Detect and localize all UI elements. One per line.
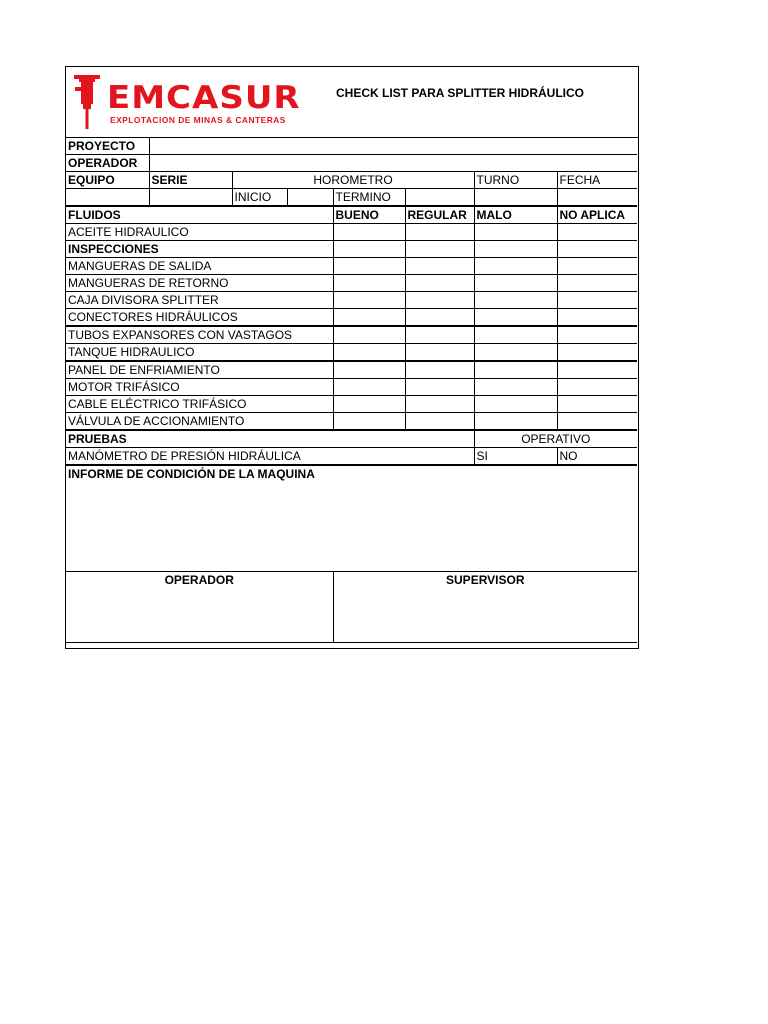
row-equipo-header xyxy=(66,172,637,189)
label-horometro: HOROMETRO xyxy=(232,172,474,189)
item-label: CONECTORES HIDRÁULICOS xyxy=(66,309,333,327)
checklist-row xyxy=(66,344,637,362)
check-malo[interactable] xyxy=(474,361,557,379)
label-fluidos: FLUIDOS xyxy=(66,206,333,224)
checklist-row xyxy=(66,396,637,413)
field-serie[interactable] xyxy=(149,189,232,207)
item-label: PANEL DE ENFRIAMIENTO xyxy=(66,361,333,379)
check-no-aplica[interactable] xyxy=(557,309,637,327)
check-bueno[interactable] xyxy=(333,292,405,309)
check-no-aplica[interactable] xyxy=(557,258,637,275)
check-bueno[interactable] xyxy=(333,275,405,292)
check-malo[interactable] xyxy=(474,413,557,431)
check-bueno[interactable] xyxy=(333,361,405,379)
check-malo[interactable] xyxy=(474,275,557,292)
label-pruebas: PRUEBAS xyxy=(66,430,474,448)
item-label: TANQUE HIDRAULICO xyxy=(66,344,333,362)
operator-signature-box[interactable]: OPERADOR xyxy=(66,571,333,642)
company-tagline: EXPLOTACION DE MINAS & CANTERAS xyxy=(110,115,286,125)
check-malo[interactable] xyxy=(474,379,557,396)
check-regular[interactable] xyxy=(405,258,474,275)
row-informe xyxy=(66,465,637,571)
company-name: EMCASUR xyxy=(107,79,301,117)
checklist-row xyxy=(66,258,637,275)
check-bueno[interactable] xyxy=(333,396,405,413)
check-regular[interactable] xyxy=(405,309,474,327)
field-inicio[interactable] xyxy=(287,189,333,207)
check-regular[interactable] xyxy=(405,326,474,344)
label-malo: MALO xyxy=(474,206,557,224)
check-no-aplica[interactable] xyxy=(557,275,637,292)
row-proyecto xyxy=(66,138,637,155)
field-turno[interactable] xyxy=(474,189,557,207)
check-bueno[interactable] xyxy=(333,379,405,396)
item-label: MANGUERAS DE SALIDA xyxy=(66,258,333,275)
check-regular[interactable] xyxy=(405,396,474,413)
check-no[interactable]: NO xyxy=(557,448,637,466)
check-no-aplica[interactable] xyxy=(557,379,637,396)
label-equipo: EQUIPO xyxy=(66,172,149,189)
form-header xyxy=(66,67,638,138)
row-operador xyxy=(66,155,637,172)
checklist-row xyxy=(66,309,637,327)
check-no-aplica[interactable] xyxy=(557,241,637,258)
row-fluidos-header xyxy=(66,206,637,224)
item-label: TUBOS EXPANSORES CON VASTAGOS xyxy=(66,326,333,344)
document-title: CHECK LIST PARA SPLITTER HIDRÁULICO xyxy=(336,86,584,100)
checklist-table xyxy=(66,138,637,643)
label-regular: REGULAR xyxy=(405,206,474,224)
checklist-row xyxy=(66,413,637,431)
checklist-row xyxy=(66,224,637,241)
row-pruebas-header xyxy=(66,430,637,448)
check-malo[interactable] xyxy=(474,326,557,344)
label-proyecto: PROYECTO xyxy=(66,138,149,155)
item-label: ACEITE HIDRAULICO xyxy=(66,224,333,241)
check-regular[interactable] xyxy=(405,292,474,309)
label-termino: TERMINO xyxy=(333,189,405,207)
item-label: INSPECCIONES xyxy=(66,241,333,258)
check-regular[interactable] xyxy=(405,344,474,362)
checklist-row xyxy=(66,361,637,379)
company-logo xyxy=(70,73,320,133)
check-regular[interactable] xyxy=(405,241,474,258)
check-no-aplica[interactable] xyxy=(557,224,637,241)
field-proyecto[interactable] xyxy=(149,138,637,155)
informe-field[interactable]: INFORME DE CONDICIÓN DE LA MAQUINA xyxy=(66,465,637,571)
item-label: MOTOR TRIFÁSICO xyxy=(66,379,333,396)
check-bueno[interactable] xyxy=(333,309,405,327)
check-no-aplica[interactable] xyxy=(557,361,637,379)
label-fecha: FECHA xyxy=(557,172,637,189)
check-no-aplica[interactable] xyxy=(557,326,637,344)
check-malo[interactable] xyxy=(474,396,557,413)
check-regular[interactable] xyxy=(405,361,474,379)
check-malo[interactable] xyxy=(474,309,557,327)
check-bueno[interactable] xyxy=(333,258,405,275)
checklist-row xyxy=(66,379,637,396)
check-bueno[interactable] xyxy=(333,413,405,431)
label-serie: SERIE xyxy=(149,172,232,189)
row-horometro xyxy=(66,189,637,207)
check-regular[interactable] xyxy=(405,379,474,396)
check-malo[interactable] xyxy=(474,258,557,275)
check-regular[interactable] xyxy=(405,413,474,431)
check-no-aplica[interactable] xyxy=(557,292,637,309)
item-label: VÁLVULA DE ACCIONAMIENTO xyxy=(66,413,333,431)
row-manometro xyxy=(66,448,637,466)
checklist-row xyxy=(66,292,637,309)
field-operador[interactable] xyxy=(149,155,637,172)
check-malo[interactable] xyxy=(474,224,557,241)
label-bueno: BUENO xyxy=(333,206,405,224)
supervisor-signature-box[interactable]: SUPERVISOR xyxy=(333,571,637,642)
check-no-aplica[interactable] xyxy=(557,413,637,431)
field-fecha[interactable] xyxy=(557,189,637,207)
label-operador: OPERADOR xyxy=(66,155,149,172)
label-no-aplica: NO APLICA xyxy=(557,206,637,224)
item-label: CAJA DIVISORA SPLITTER xyxy=(66,292,333,309)
check-regular[interactable] xyxy=(405,275,474,292)
check-si[interactable]: SI xyxy=(474,448,557,466)
label-inicio: INICIO xyxy=(232,189,287,207)
item-label: MANGUERAS DE RETORNO xyxy=(66,275,333,292)
check-bueno[interactable] xyxy=(333,241,405,258)
check-malo[interactable] xyxy=(474,241,557,258)
item-label: CABLE ELÉCTRICO TRIFÁSICO xyxy=(66,396,333,413)
checklist-form xyxy=(65,66,639,649)
field-equipo[interactable] xyxy=(66,189,149,207)
label-operativo: OPERATIVO xyxy=(474,430,637,448)
row-firmas xyxy=(66,571,637,642)
check-no-aplica[interactable] xyxy=(557,396,637,413)
check-bueno[interactable] xyxy=(333,344,405,362)
check-malo[interactable] xyxy=(474,292,557,309)
label-turno: TURNO xyxy=(474,172,557,189)
check-bueno[interactable] xyxy=(333,326,405,344)
field-termino[interactable] xyxy=(405,189,474,207)
check-regular[interactable] xyxy=(405,224,474,241)
checklist-row xyxy=(66,241,637,258)
checklist-row xyxy=(66,275,637,292)
check-bueno[interactable] xyxy=(333,224,405,241)
check-malo[interactable] xyxy=(474,344,557,362)
check-no-aplica[interactable] xyxy=(557,344,637,362)
test-item-label: MANÓMETRO DE PRESIÓN HIDRÁULICA xyxy=(66,448,474,466)
jackhammer-icon xyxy=(70,73,104,133)
checklist-row xyxy=(66,326,637,344)
